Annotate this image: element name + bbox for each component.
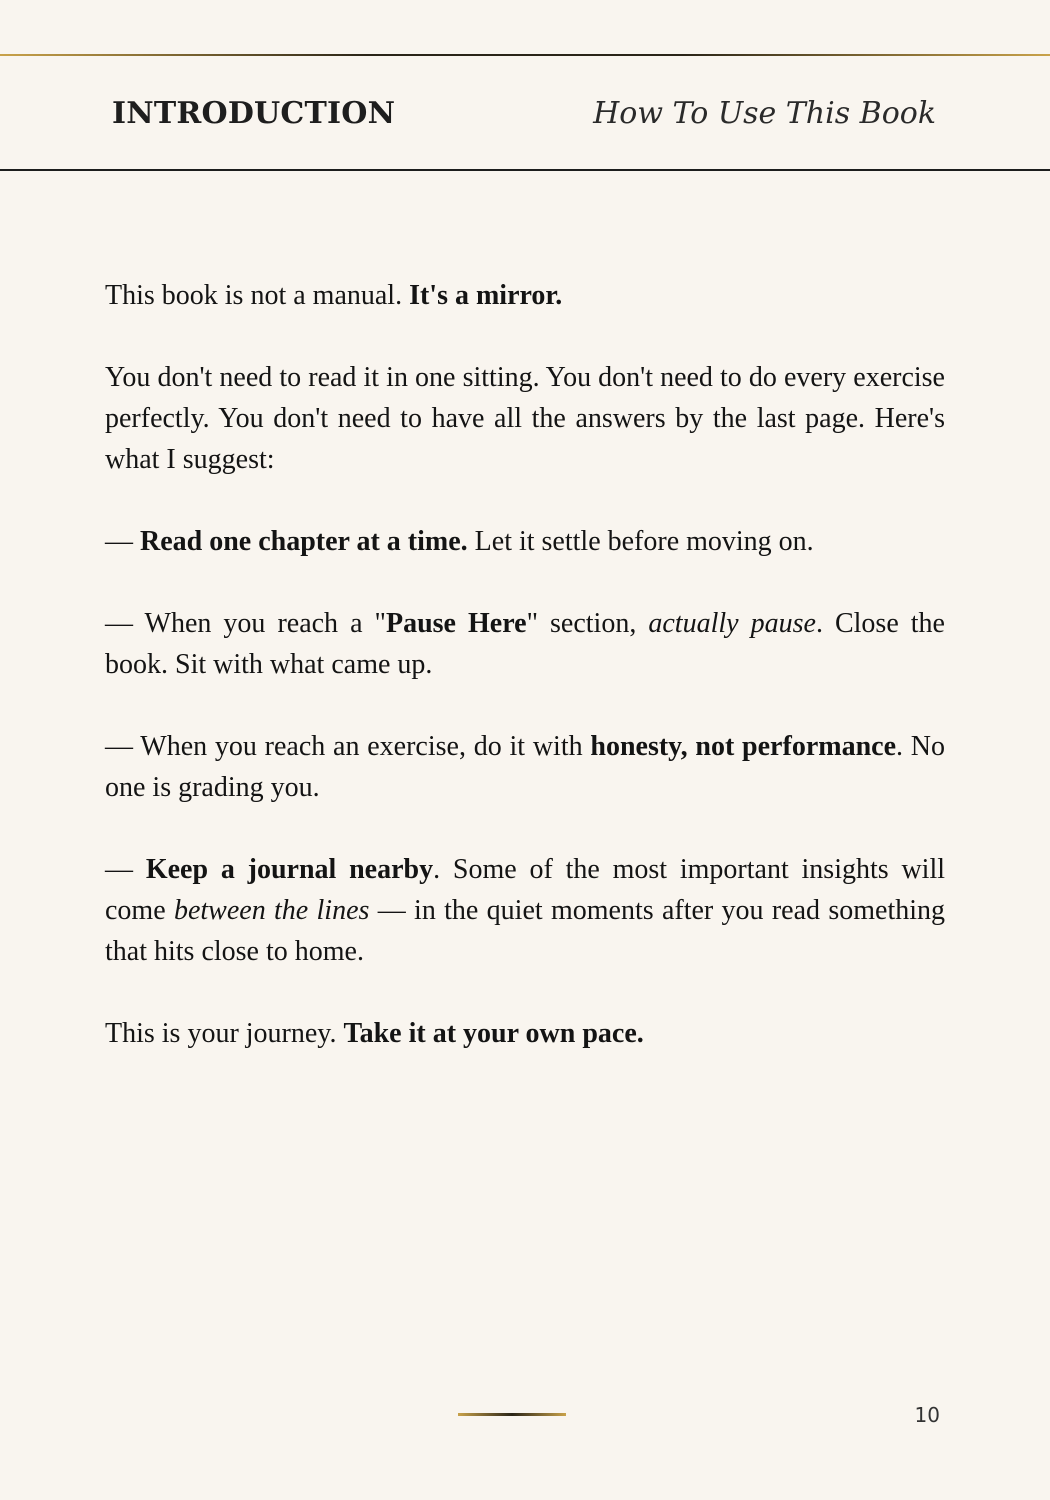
emphasis-bold: Pause Here	[385, 608, 527, 639]
emphasis-italic: actually pause	[648, 608, 816, 639]
emphasis-bold: Take it at your own pace.	[343, 1018, 644, 1049]
emphasis-bold: honesty, not performance	[590, 731, 896, 762]
paragraph-closing	[105, 1013, 945, 1054]
body-text	[105, 275, 945, 1095]
dash-marker: —	[105, 526, 140, 557]
page-header	[0, 56, 1050, 169]
paragraph-text: — When you reach an exercise, do it with	[105, 731, 591, 762]
section-title: How To Use This Book	[593, 96, 936, 131]
suggestion-one-chapter	[105, 521, 945, 562]
paragraph-text: " section,	[526, 608, 649, 639]
paragraph-text: Let it settle before moving on.	[467, 526, 814, 557]
paragraph-text: This is your journey.	[105, 1018, 344, 1049]
paragraph-text: You don't need to read it in one sitting. You don't need to do every exercise perfectly. You don't need to have all the answers by the last page. Here's what I suggest:	[105, 362, 945, 475]
footer-ornament-rule	[458, 1413, 566, 1416]
chapter-label: INTRODUCTION	[112, 96, 396, 131]
emphasis-bold: It's a mirror.	[409, 280, 563, 311]
emphasis-italic: between the lines	[173, 895, 370, 926]
paragraph-text: . Close the book. Sit with what came up.	[105, 608, 945, 680]
suggestion-exercise	[105, 726, 945, 808]
header-divider	[0, 169, 1050, 171]
page-number: 10	[914, 1403, 940, 1427]
emphasis-bold: Keep a journal nearby	[145, 854, 434, 885]
suggestion-pause-here	[105, 603, 945, 685]
paragraph-text: — in the quiet moments after you read something that hits close to home.	[105, 895, 946, 967]
dash-marker: —	[105, 854, 146, 885]
paragraph-text: — When you reach a "	[105, 608, 386, 639]
suggestion-journal	[105, 849, 945, 972]
paragraph-text: This book is not a manual.	[105, 280, 410, 311]
paragraph-text: . No one is grading you.	[105, 731, 945, 803]
paragraph-intro	[105, 275, 945, 316]
emphasis-bold: Read one chapter at a time.	[140, 526, 468, 557]
paragraph-text: . Some of the most important insights will come	[105, 854, 946, 926]
paragraph-reading-guidance	[105, 357, 945, 480]
